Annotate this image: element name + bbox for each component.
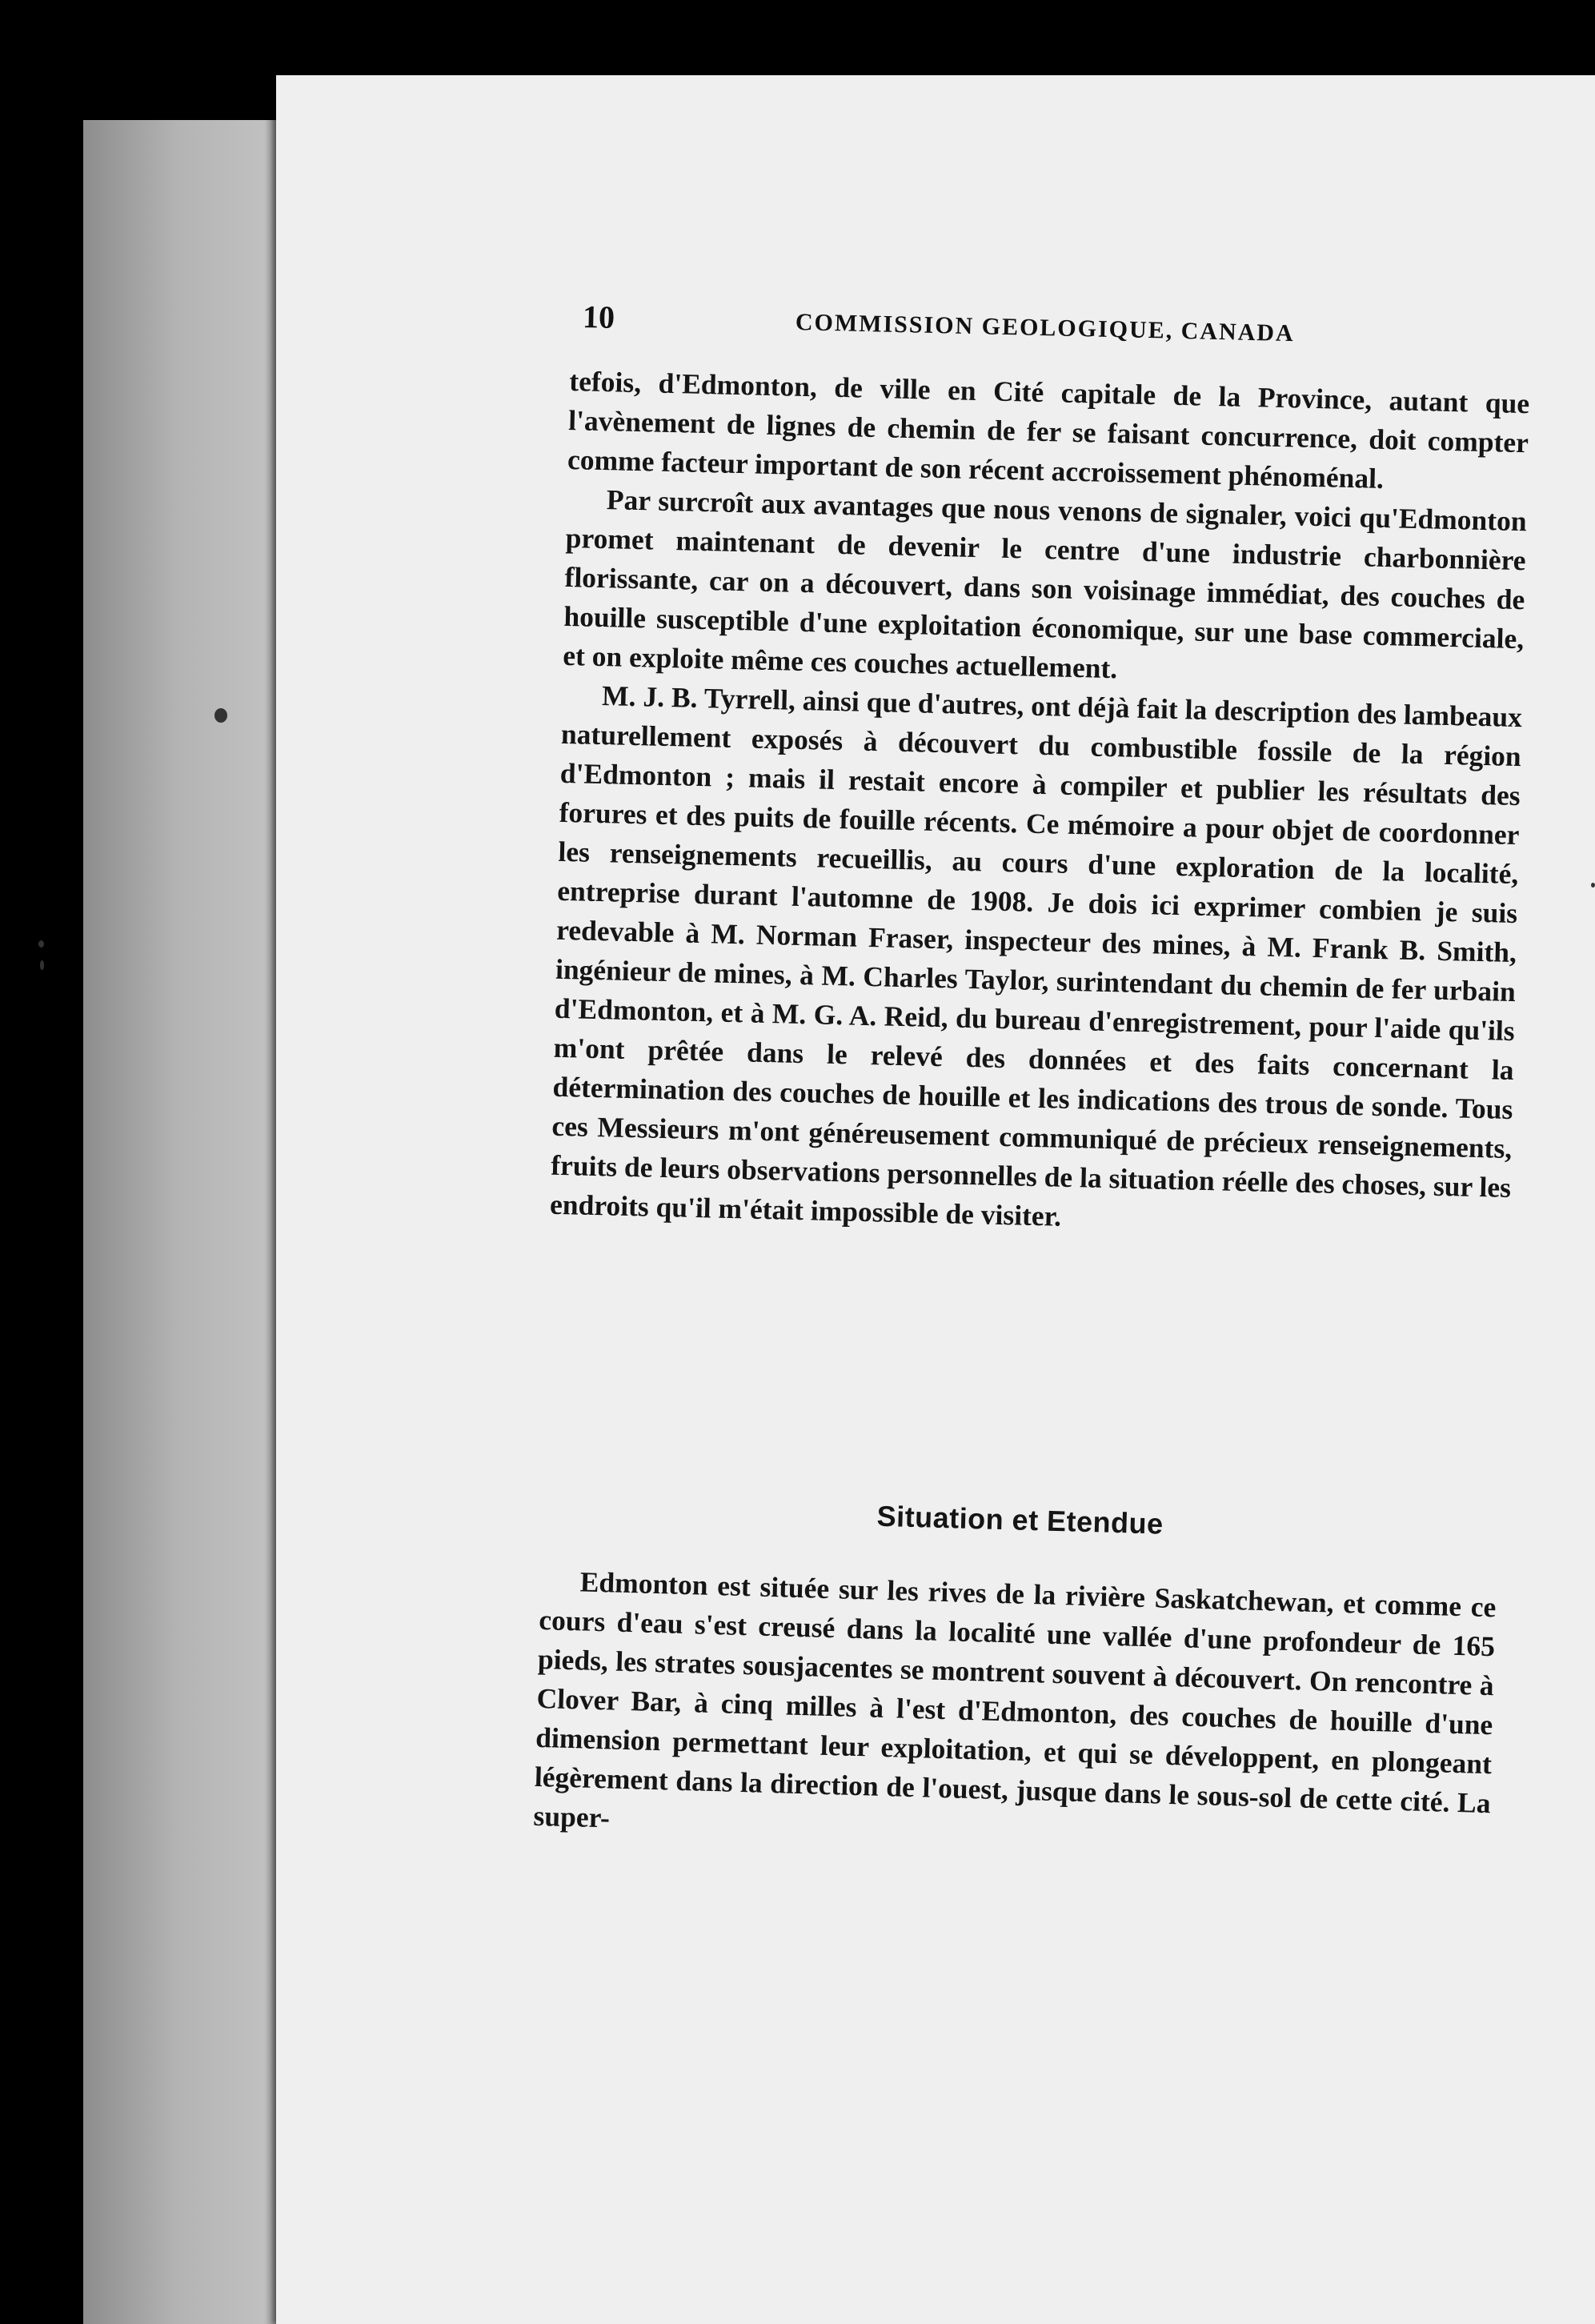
ink-speck <box>214 708 227 723</box>
section-title: Situation et Etendue <box>876 1499 1164 1541</box>
paragraph: Edmonton est située sur les rives de la rivière Saskatchewan, et comme ce cours d'eau s'est creusé dans la localité une vallée d'une profondeur de 165 pieds, les strates sousjacentes se montrent souvent à découvert. On rencontre à Clover Bar, à cinq milles à l'est d'Edmonton, des couches de houille d'une dimension permettant leur exploitation, et qui se développent, en plongeant légèrement dans la direction de l'ouest, jusque dans le sous-sol de cette cité. La super- <box>533 1565 1497 1834</box>
section <box>533 1432 1501 1862</box>
ink-speck <box>1591 883 1595 888</box>
paragraph: M. J. B. Tyrrell, ainsi que d'autres, ont déjà fait la description des lambeaux naturellement exposés à découvert du combustible fossile de la région d'Edmonton ; mais il restait encore à compiler et publier les résultats des forures et des puits de fouille récents. Ce mémoire a pour objet de coordonner les renseignements recueillis, au cours d'une exploration de la localité, entreprise durant l'automne de 1908. Je dois ici exprimer combien je suis redevable à M. Norman Fraser, inspecteur des mines, à M. Frank B. Smith, ingénieur de mines, à M. Charles Taylor, surintendant du chemin de fer urbain d'Edmonton, et à M. G. A. Reid, du bureau d'enregistrement, pour l'aide qu'ils m'ont prêtée dans le relevé des données et des faits concernant la détermination des couches de houille et les indications des trous de sonde. Tous ces Messieurs m'ont généreusement communiqué de précieux renseignements, fruits de leurs observations personnelles de la situation réelle des choses, sur les endroits qu'il m'était impossible de visiter. <box>549 679 1523 1232</box>
paragraph: tefois, d'Edmonton, de ville en Cité capitale de la Province, autant que l'avènement de lignes de chemin de fer se faisant concurrence, doit compter comme facteur important de son récent accroissement phénoménal. <box>567 364 1530 495</box>
body-text <box>550 362 1530 1247</box>
page-number: 10 <box>582 299 615 335</box>
ink-speck <box>40 960 44 970</box>
ink-speck <box>38 940 44 948</box>
running-head: COMMISSION GEOLOGIQUE, CANADA <box>795 309 1296 347</box>
paragraph: Par surcroît aux avantages que nous venons de signaler, voici qu'Edmonton promet maintenant de devenir le centre d'une industrie charbonnière florissante, car on a découvert, dans son voisinage immédiat, des couches de houille susceptible d'une exploitation économique, sur une base commerciale, et on exploite même ces couches actuellement. <box>562 483 1528 685</box>
